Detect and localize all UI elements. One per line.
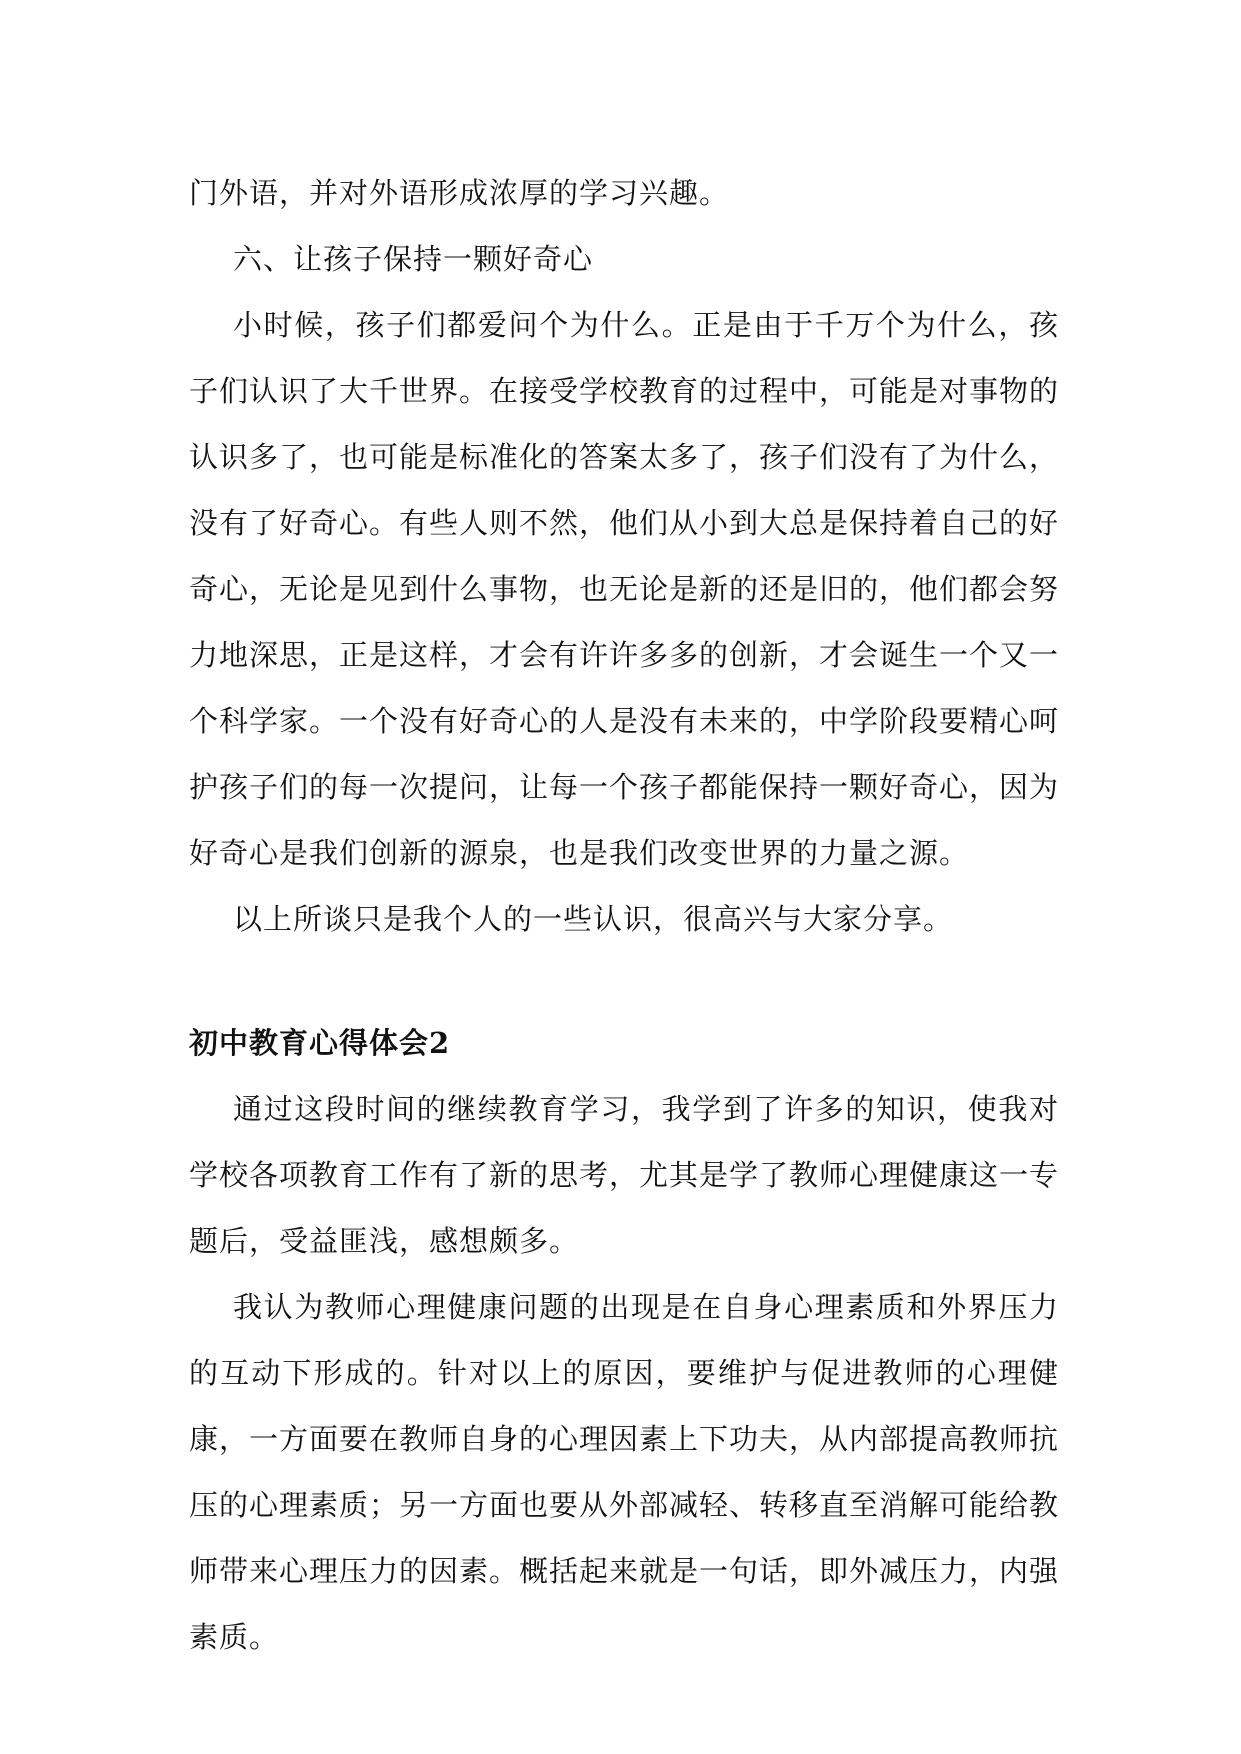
paragraph-conclusion: 以上所谈只是我个人的一些认识，很高兴与大家分享。 <box>233 902 954 936</box>
paragraph-teacher-mental-health: 我认为教师心理健康问题的出现是在自身心理素质和外界压力的互动下形成的。针对以上的原因，要维护与促进教师的心理健康，一方面要在教师自身的心理因素上下功夫，从内部提高教师抗压的心理素质；另一方面也要从外部减轻、转移直至消解可能给教师带来心理压力的因素。概括起来就是一句话，即外减压力，内强素质。 <box>189 1290 1060 1654</box>
document-body <box>189 160 1059 1670</box>
heading-curiosity: 六、让孩子保持一颗好奇心 <box>233 242 594 276</box>
section-header <box>189 1010 1059 1076</box>
paragraph-curiosity: 小时候，孩子们都爱问个为什么。正是由于千万个为什么，孩子们认识了大千世界。在接受学校教育的过程中，可能是对事物的认识多了，也可能是标准化的答案太多了，孩子们没有了为什么，没有了好奇心。有些人则不然，他们从小到大总是保持着自己的好奇心，无论是见到什么事物，也无论是新的还是旧的，他们都会努力地深思，正是这样，才会有许许多多的创新，才会诞生一个又一个科学家。一个没有好奇心的人是没有未来的，中学阶段要精心呵护孩子们的每一次提问，让每一个孩子都能保持一颗好奇心，因为好奇心是我们创新的源泉，也是我们改变世界的力量之源。 <box>189 308 1060 870</box>
paragraph-continued: 门外语，并对外语形成浓厚的学习兴趣。 <box>189 176 730 210</box>
section-title: 初中教育心得体会2 <box>189 1026 451 1060</box>
paragraph-continuing-education: 通过这段时间的继续教育学习，我学到了许多的知识，使我对学校各项教育工作有了新的思考，尤其是学了教师心理健康这一专题后，受益匪浅，感想颇多。 <box>189 1092 1060 1258</box>
